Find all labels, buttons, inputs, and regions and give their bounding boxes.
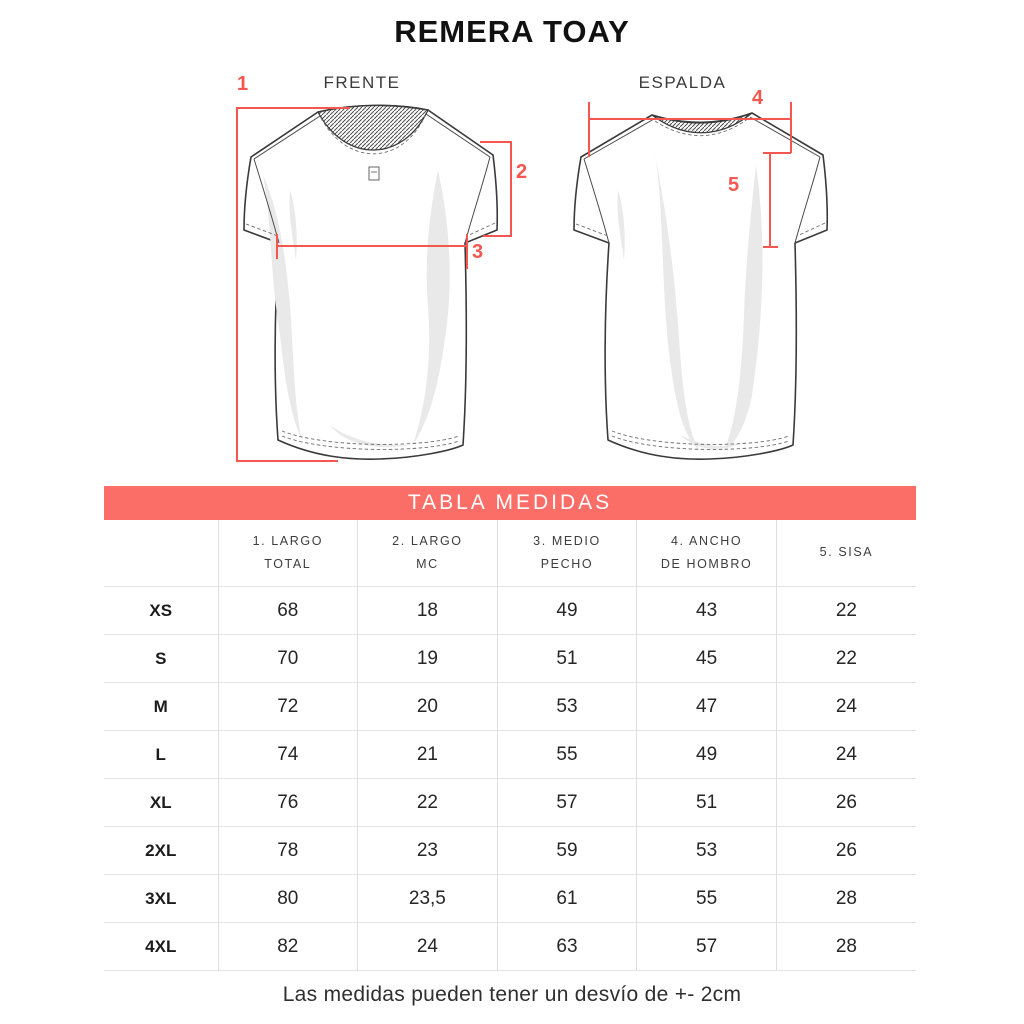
- size-table: [104, 520, 916, 971]
- col-header-largo-mc: 2. LARGO MC: [358, 520, 498, 587]
- measure-marker-4: 4: [752, 87, 764, 109]
- size-column-header: [104, 520, 218, 587]
- table-row: 3XL 80 23,5 61 55 28: [104, 875, 916, 923]
- table-row: S 70 19 51 45 22: [104, 635, 916, 683]
- table-row: 2XL 78 23 59 53 26: [104, 827, 916, 875]
- page-title: REMERA TOAY: [394, 14, 630, 49]
- front-label: FRENTE: [323, 73, 401, 92]
- col-header-medio-pecho: 3. MEDIO PECHO: [497, 520, 637, 587]
- measure-marker-3: 3: [472, 241, 484, 263]
- back-label: ESPALDA: [638, 73, 727, 92]
- front-diagram: [210, 70, 530, 480]
- table-title-banner: TABLA MEDIDAS: [104, 486, 916, 520]
- measure-marker-1: 1: [237, 73, 249, 95]
- measure-marker-2: 2: [516, 161, 528, 183]
- size-table-section: [104, 486, 916, 971]
- table-row: XS 68 18 49 43 22: [104, 587, 916, 635]
- tolerance-note: Las medidas pueden tener un desvío de +- 2cm: [282, 983, 742, 1006]
- col-header-largo-total: 1. LARGO TOTAL: [218, 520, 358, 587]
- col-header-sisa: 5. SISA: [776, 520, 916, 587]
- table-row: XL 76 22 57 51 26: [104, 779, 916, 827]
- table-row: M 72 20 53 47 24: [104, 683, 916, 731]
- table-row: L 74 21 55 49 24: [104, 731, 916, 779]
- back-diagram: [540, 70, 860, 480]
- measure-marker-5: 5: [728, 174, 740, 196]
- col-header-ancho-hombro: 4. ANCHO DE HOMBRO: [637, 520, 777, 587]
- back-shirt-illustration: [560, 95, 850, 475]
- table-header-row: [104, 520, 916, 587]
- front-shirt-illustration: [230, 95, 520, 475]
- table-row: 4XL 82 24 63 57 28: [104, 923, 916, 971]
